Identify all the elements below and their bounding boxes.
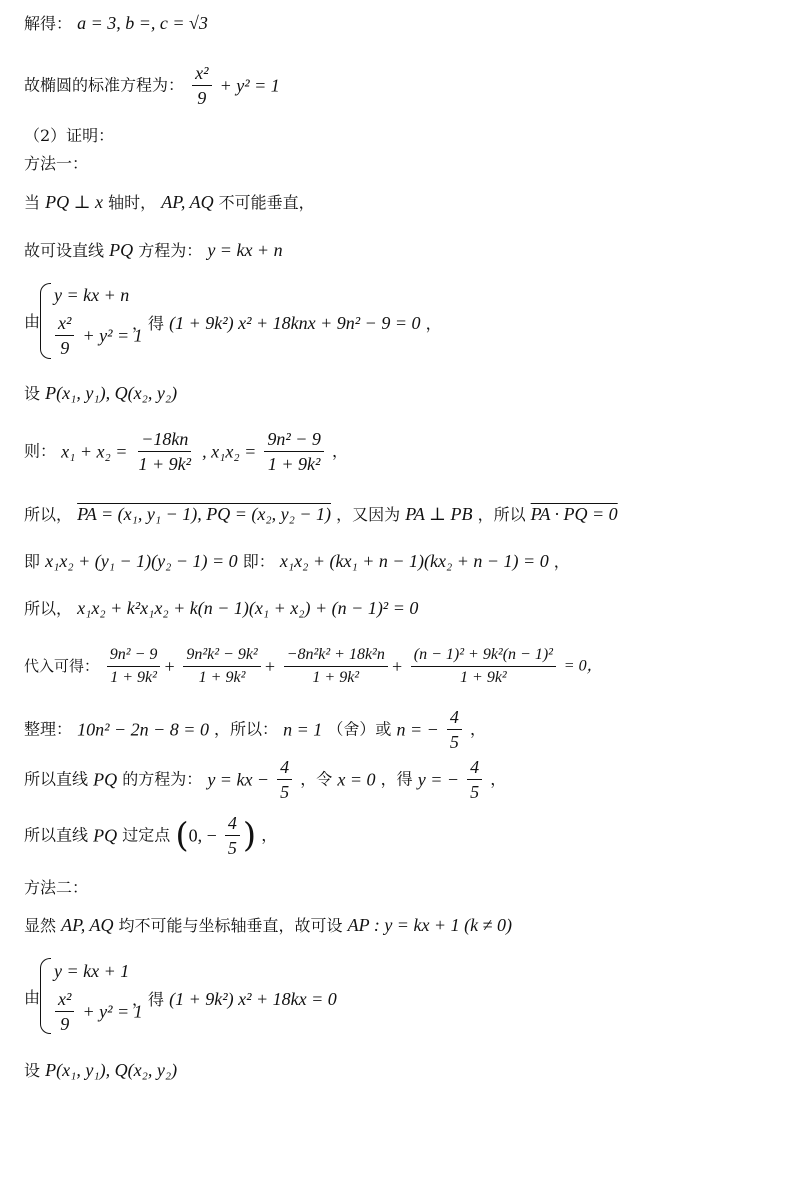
system2-eq-2: $\frac{\text{x²}}{9}$ + y² = 1 [52, 990, 143, 1033]
system-eq-1: y = kx + n [54, 285, 130, 305]
method-two-heading: 方法二： [24, 878, 89, 897]
system-eq-2: $\frac{\text{x²}}{9}$ + y² = 1 [52, 314, 143, 357]
expanded-line: 所以， x₁x₂ + k²x₁x₂ + k(n − 1)(x₁ + x₂) + (n − 1)² = 0 [24, 598, 419, 618]
from-label-2: 由 [24, 988, 41, 1007]
part-2-heading: （2）证明： [24, 126, 115, 145]
label: 故椭圆的标准方程为： [24, 75, 185, 95]
ellipse-equation-line [24, 64, 280, 107]
system2-eq-1: y = kx + 1 [54, 961, 130, 981]
solved-line [24, 14, 208, 32]
from-label: 由 [24, 312, 41, 331]
system-brace [40, 283, 51, 359]
line-pq-equation: 故可设直线 PQ 方程为： y = kx + n [24, 240, 283, 260]
fixed-point-line: 所以直线 PQ 过定点 (0, − $\frac{4}{5}$ ) ， [24, 813, 278, 858]
label: 解得： [24, 14, 73, 33]
pq-line-result: 所以直线 PQ 的方程为： y = kx − $\frac{4}{5}$ ，令 x = 0 ，得 y = − $\frac{4}{5}$ ， [24, 757, 507, 802]
dot-product-line: 即 x₁x₂ + (y₁ − 1)(y₂ − 1) = 0 即： x₁x₂ + (kx₁ + n − 1)(kx₂ + n − 1) = 0 ， [24, 551, 570, 571]
points-definition: 设 P(x₁, y₁), Q(x₂, y₂) [24, 383, 178, 403]
points-definition-2: 设 P(x₁, y₁), Q(x₂, y₂) [24, 1060, 178, 1080]
quadratic-result: ，得 (1 + 9k²) x² + 18knx + 9n² − 9 = 0 ， [132, 313, 442, 333]
method-one-heading: 方法一： [24, 154, 89, 173]
formula: a = 3, b =, c = √3 [77, 13, 208, 33]
formula: + y² = 1 [219, 75, 280, 96]
fraction: $\frac{\text{x²}}{9}$ [192, 64, 211, 107]
simplify-line: 整理： 10n² − 2n − 8 = 0 ，所以： n = 1 （舍）或 n = − $\frac{4}{5}$ ， [24, 707, 487, 752]
quadratic-result-2: ，得 (1 + 9k²) x² + 18kx = 0 [132, 989, 337, 1009]
substitution-line: 代入可得： $\frac{\text{9n² − 9}}{\text{1 + 9k²}}$ + $\frac{\text{9n²k² − 9k²}}{\text{1 + 9k²}}$ + $\frac{\text{−8n²k² + 18k²n}}{\text{1 + 9k²}}$ + $\frac{\text{(n − 1)² + 9k²(n − 1)²}}{\text{1 + 9k²}}$ = 0， [24, 646, 603, 686]
vector-line: 所以， PA = (x₁, y₁ − 1), PQ = (x₂, y₂ − 1) ，又因为 PA ⊥ PB ，所以 PA · PQ = 0 [24, 504, 618, 524]
perpendicular-case-line: 当 PQ ⊥ x 轴时， AP, AQ 不可能垂直， [24, 192, 315, 212]
method-two-setup: 显然 AP, AQ 均不可能与坐标轴垂直，故可设 AP : y = kx + 1 (k ≠ 0) [24, 915, 512, 935]
vieta-line: 则： x₁ + x₂ = $\frac{-18kn}{\text{1 + 9k²}}$ , x₁x₂ = $\frac{\text{9n² − 9}}{\text{1 + 9k²}}$ ， [24, 429, 349, 474]
system-brace-2 [40, 958, 51, 1034]
